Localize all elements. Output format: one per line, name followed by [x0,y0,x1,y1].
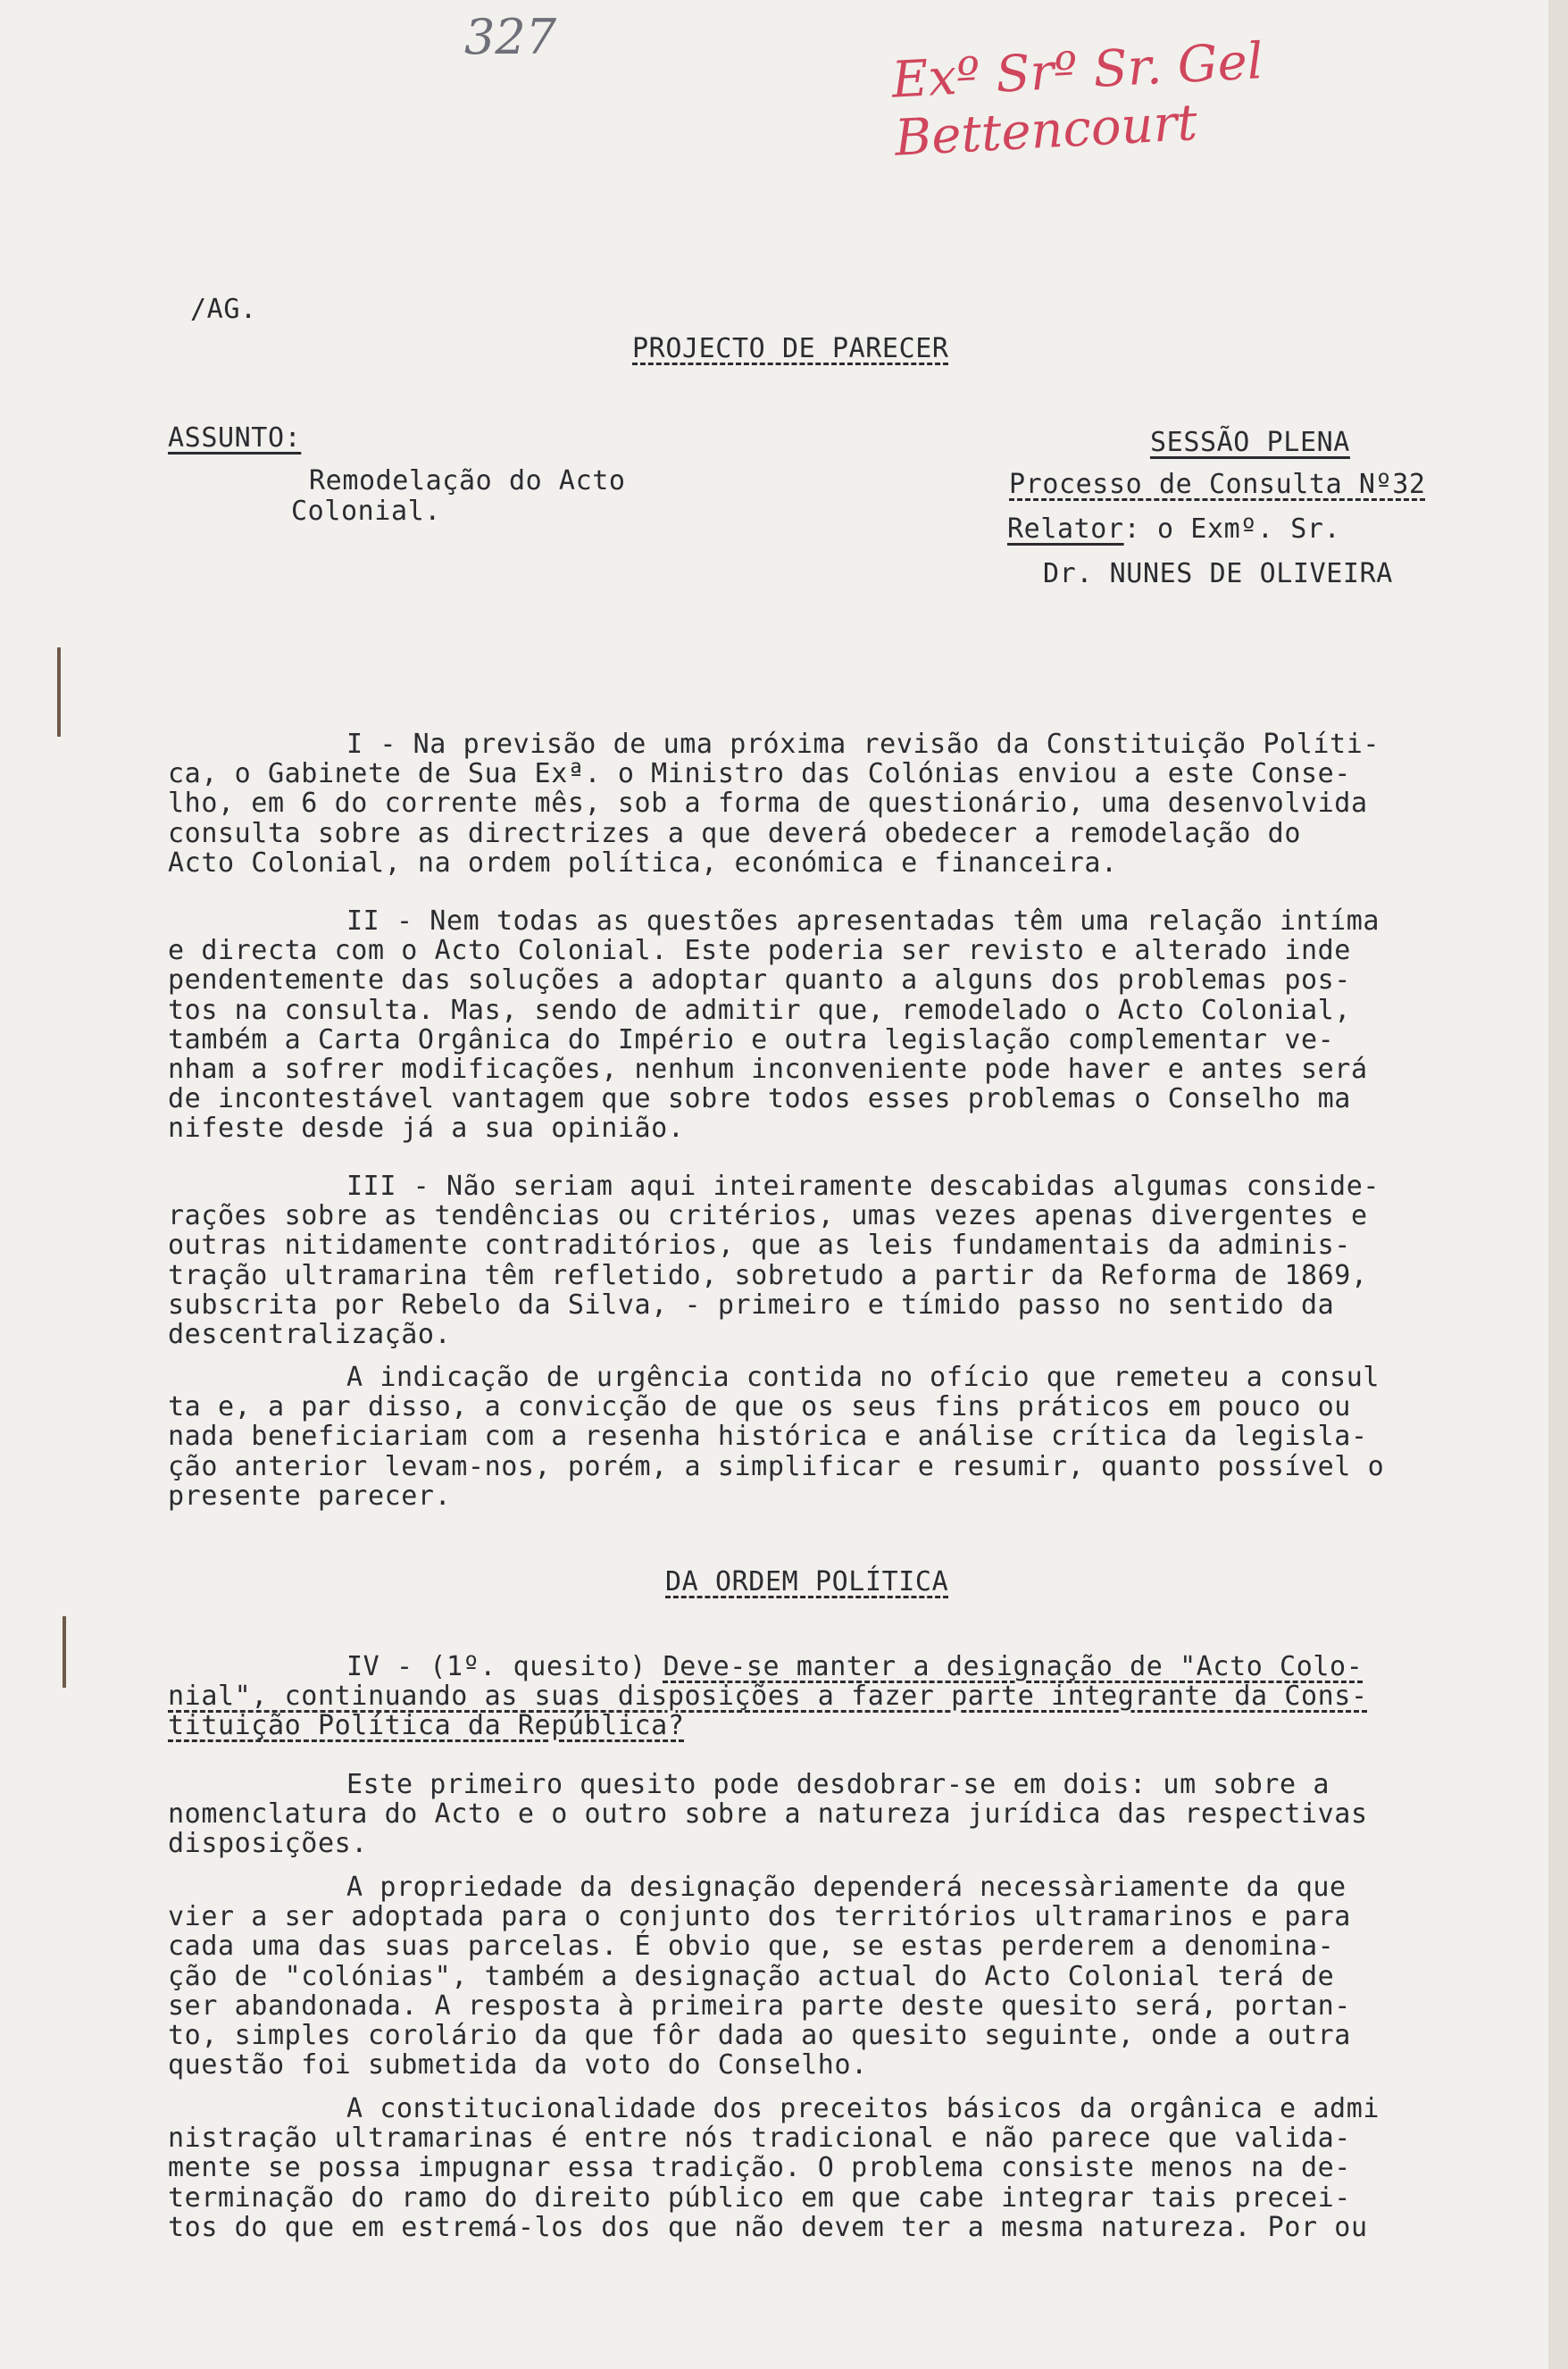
text-line: ção de "colónias", também a designação actual do Acto Colonial terá de [168,1960,1335,1992]
question-number: IV - (1º. quesito) [346,1651,663,1682]
rapporteur-line [1007,514,1340,544]
text-line: A propriedade da designação dependerá necessàriamente da que [346,1872,1347,1903]
text-line: também a Carta Orgânica do Império e outra legislação complementar ve- [168,1023,1335,1055]
question-text: tituição Política da República? [168,1710,685,1742]
text-line: e directa com o Acto Colonial. Este poderia ser revisto e alterado inde [168,935,1351,967]
question-text: nial", continuando as suas disposições a fazer parte integrante da Cons- [168,1681,1368,1713]
paragraph-6 [168,1770,1463,1859]
text-line: questão foi submetida da voto do Conselho. [168,2049,868,2081]
text-line: ta e, a par disso, a convicção de que os seus fins práticos em pouco ou [168,1391,1351,1423]
session-title: SESSÃO PLENA [1150,427,1350,458]
text-line: tração ultramarina têm refletido, sobretudo a partir da Reforma de 1869, [168,1259,1368,1291]
subject-label: ASSUNTO: [168,422,302,454]
paragraph-8 [168,2094,1463,2242]
margin-mark [63,1616,66,1688]
text-line: terminação do ramo do direito público em que cabe integrar tais precei- [168,2181,1351,2214]
text-line: nifeste desde já a sua opinião. [168,1113,685,1145]
text-line: Este primeiro quesito pode desdobrar-se em dois: um sobre a [346,1769,1330,1800]
text-line: ção anterior levam-nos, porém, a simplificar e resumir, quanto possível o [168,1450,1385,1482]
text-line [168,1652,1463,1681]
paragraph-1 [168,730,1463,878]
text-line: pendentemente das soluções a adoptar quanto a alguns dos problemas pos- [168,964,1351,997]
rapporteur-name: Dr. NUNES DE OLIVEIRA [1043,558,1393,589]
text-line: nada beneficiariam com a resenha histórica e análise crítica da legisla- [168,1421,1368,1453]
rapporteur-title: : o Exmº. Sr. [1123,513,1341,545]
text-line: III - Não seriam aqui inteiramente descabidas algumas conside- [346,1171,1380,1202]
text-line: II - Nem todas as questões apresentadas têm uma relação intíma [346,905,1380,937]
paragraph-4 [168,1363,1463,1511]
paragraph-7 [168,1873,1463,2080]
paragraph-3 [168,1172,1463,1349]
margin-mark [57,647,61,737]
text-line: outras nitidamente contraditórios, que as leis fundamentais da adminis- [168,1230,1351,1262]
recipient-note: Exº Srº Sr. Gel Bettencourt [890,32,1265,168]
text-line: mente se possa impugnar essa tradição. O problema consiste menos na de- [168,2152,1351,2184]
paragraph-2 [168,906,1463,1144]
text-line: cada uma das suas parcelas. É obvio que, se estas perderem a denomina- [168,1931,1335,1963]
text-line: to, simples corolário da que fôr dada ao quesito seguinte, onde a outra [168,2020,1351,2052]
text-line: descentralização. [168,1319,452,1351]
text-line: nomenclatura do Acto e o outro sobre a natureza jurídica das respectivas [168,1798,1368,1831]
process-number: Processo de Consulta Nº32 [1009,469,1426,500]
reference-code: /AG. [190,294,257,325]
text-line: A constitucionalidade dos preceitos básicos da orgânica e admi [346,2093,1380,2124]
text-line: vier a ser adoptada para o conjunto dos territórios ultramarinos e para [168,1901,1351,1933]
text-line: de incontestável vantagem que sobre todos esses problemas o Conselho ma [168,1083,1351,1115]
text-line: rações sobre as tendências ou critérios, umas vezes apenas divergentes e [168,1200,1368,1232]
text-line: subscrita por Rebelo da Silva, - primeiro e tímido passo no sentido da [168,1289,1335,1321]
text-line: nistração ultramarinas é entre nós tradicional e não parece que valida- [168,2123,1351,2155]
text-line: tos do que em estremá-los dos que não devem ter a mesma natureza. Por ou [168,2211,1368,2243]
text-line: ca, o Gabinete de Sua Exª. o Ministro das Colónias enviou a este Conse- [168,758,1351,790]
text-line: I - Na previsão de uma próxima revisão da Constituição Políti- [346,729,1380,760]
text-line: tos na consulta. Mas, sendo de admitir que, remodelado o Acto Colonial, [168,994,1351,1026]
text-line: lho, em 6 do corrente mês, sob a forma de questionário, uma desenvolvida [168,788,1368,820]
text-line: consulta sobre as directrizes a que deverá obedecer a remodelação do [168,817,1301,849]
folio-number: 327 [464,9,557,65]
text-line: presente parecer. [168,1480,452,1512]
paragraph-5 [168,1652,1463,1741]
subject-line: Remodelação do Acto [309,465,626,496]
text-line: disposições. [168,1828,368,1860]
text-line: A indicação de urgência contida no ofício que remeteu a consul [346,1362,1380,1393]
rapporteur-label: Relator [1007,513,1124,545]
page-edge [1548,0,1568,2369]
text-line: Acto Colonial, na ordem política, económica e financeira. [168,847,1118,879]
subject-line: Colonial. [291,496,441,527]
document-title: PROJECTO DE PARECER [632,333,949,364]
text-line: ser abandonada. A resposta à primeira parte deste quesito será, portan- [168,1989,1351,2022]
section-heading: DA ORDEM POLÍTICA [665,1566,949,1597]
question-text: Deve-se manter a designação de "Acto Colo- [663,1651,1364,1682]
text-line: nham a sofrer modificações, nenhum inconveniente pode haver e antes será [168,1054,1368,1086]
